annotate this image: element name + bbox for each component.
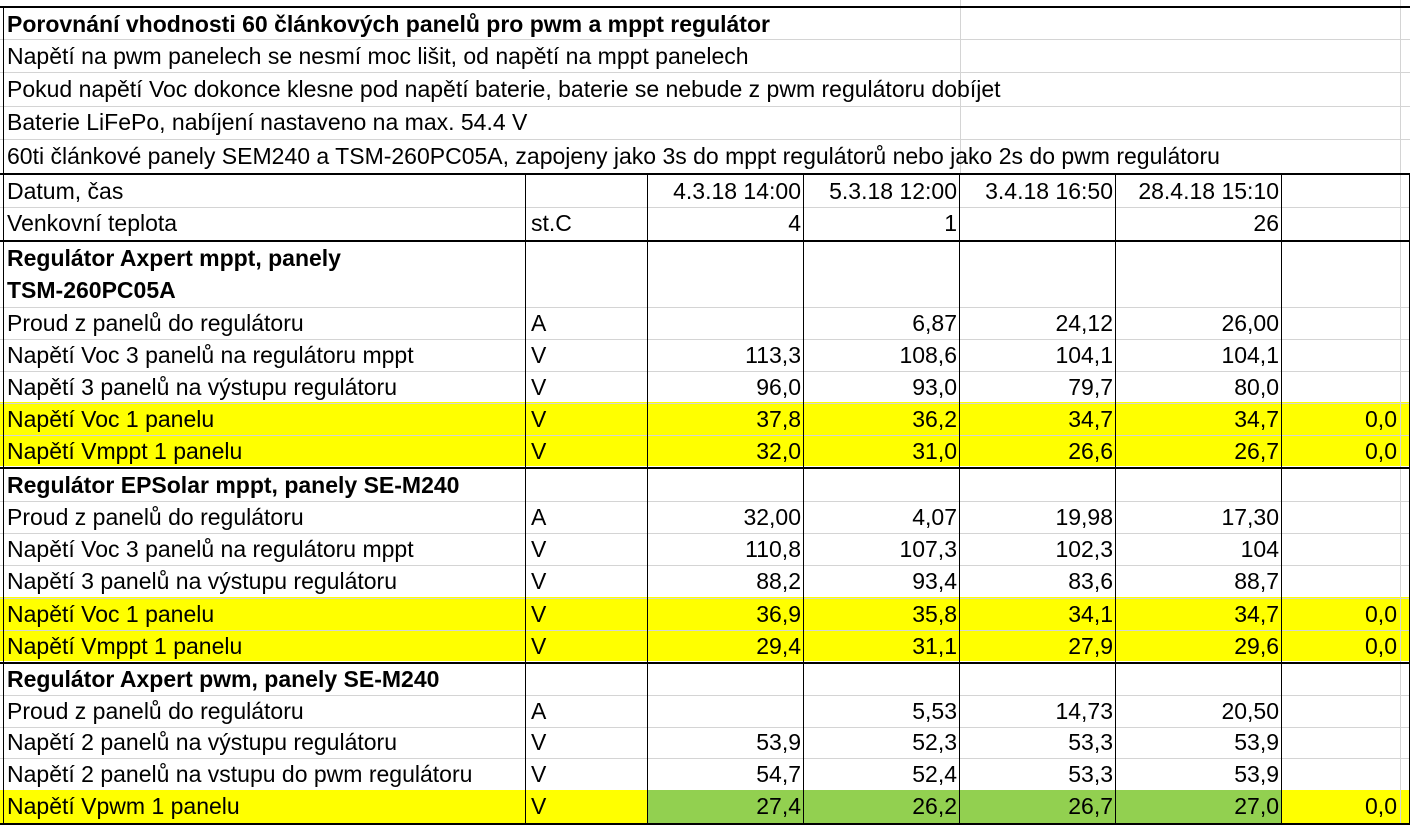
table-row	[0, 207, 1410, 240]
table-row	[0, 307, 1410, 339]
date-cell[interactable]: 4.3.18 14:00	[673, 177, 801, 204]
row-label[interactable]: Napětí Voc 1 panelu	[7, 600, 215, 627]
value-cell[interactable]: 83,6	[1068, 568, 1113, 594]
table-row	[0, 533, 1410, 565]
value-cell[interactable]: 104	[1240, 535, 1279, 562]
value-cell[interactable]: 93,0	[912, 373, 957, 400]
value-cell[interactable]: 26	[1253, 210, 1279, 236]
value-cell[interactable]: 26,00	[1221, 309, 1279, 336]
value-cell[interactable]: 19,98	[1055, 503, 1113, 530]
value-cell[interactable]: 20,50	[1221, 697, 1279, 724]
table-row-highlighted	[0, 630, 1410, 662]
unit-cell[interactable]: A	[531, 309, 547, 336]
table-row	[0, 727, 1410, 758]
value-cell[interactable]: 32,0	[756, 437, 801, 464]
value-cell[interactable]	[1282, 339, 1400, 371]
unit-cell[interactable]: st.C	[531, 210, 572, 236]
value-cell[interactable]: 26,7	[1234, 437, 1279, 464]
row-label[interactable]: Napětí Vmppt 1 panelu	[7, 632, 243, 659]
row-label[interactable]: Napětí 3 panelů na výstupu regulátoru	[7, 373, 397, 400]
value-cell[interactable]: 29,6	[1234, 632, 1279, 659]
value-cell[interactable]: 104,1	[1221, 341, 1279, 368]
value-cell[interactable]: 52,3	[912, 729, 957, 755]
unit-cell[interactable]: V	[531, 632, 547, 659]
unit-cell[interactable]: V	[531, 373, 547, 400]
row-label[interactable]: Napětí 3 panelů na výstupu regulátoru	[7, 568, 397, 594]
value-cell[interactable]: 54,7	[756, 760, 801, 787]
value-cell[interactable]: 53,3	[1068, 760, 1113, 787]
value-cell[interactable]	[648, 307, 804, 339]
unit-cell[interactable]: V	[531, 600, 547, 627]
unit-cell[interactable]: V	[531, 341, 547, 368]
value-cell[interactable]: 113,3	[745, 341, 801, 368]
value-cell[interactable]: 53,3	[1068, 729, 1113, 755]
note-cell[interactable]: Baterie LiFePo, nabíjení nastaveno na max. 54.4 V	[7, 109, 528, 135]
value-cell[interactable]: 53,9	[1234, 760, 1279, 787]
value-cell[interactable]: 0,0	[1365, 600, 1397, 627]
value-cell[interactable]: 96,0	[756, 373, 801, 400]
value-cell[interactable]	[1282, 695, 1400, 727]
table-row	[0, 758, 1410, 790]
value-cell[interactable]: 4	[788, 210, 801, 236]
value-cell[interactable]: 1	[944, 210, 957, 236]
table-row	[0, 695, 1410, 727]
value-cell[interactable]: 4,07	[912, 503, 957, 530]
note-cell[interactable]: Pokud napětí Voc dokonce klesne pod napětí baterie, baterie se nebude z pwm regulátoru dobíjet	[7, 76, 1001, 102]
value-cell[interactable]: 34,1	[1068, 600, 1113, 627]
table-row-highlighted	[0, 435, 1410, 467]
row-label[interactable]: Napětí Voc 3 panelů na regulátoru mppt	[7, 535, 414, 562]
value-cell[interactable]: 0,0	[1365, 793, 1397, 819]
note-cell[interactable]: Napětí na pwm panelech se nesmí moc lišit, od napětí na mppt panelech	[7, 42, 749, 69]
date-cell[interactable]: 5.3.18 12:00	[829, 177, 957, 204]
value-cell[interactable]: 34,7	[1068, 405, 1113, 432]
value-cell[interactable]	[1282, 565, 1400, 598]
value-cell[interactable]: 93,4	[912, 568, 957, 594]
value-cell[interactable]	[648, 695, 804, 727]
value-cell[interactable]: 37,8	[756, 405, 801, 432]
table-row	[0, 371, 1410, 403]
row-label[interactable]: Proud z panelů do regulátoru	[7, 503, 304, 530]
value-cell[interactable]: 104,1	[1055, 341, 1113, 368]
value-cell[interactable]: 0,0	[1365, 405, 1397, 432]
value-cell[interactable]: 108,6	[899, 341, 957, 368]
table-row-highlighted	[0, 790, 1410, 823]
value-cell[interactable]: 27,0	[1234, 793, 1279, 819]
unit-cell[interactable]: V	[531, 793, 547, 819]
section-title-line[interactable]: Regulátor EPSolar mppt, panely SE-M240	[7, 471, 460, 498]
date-cell[interactable]: 28.4.18 15:10	[1138, 177, 1279, 204]
value-cell[interactable]: 53,9	[1234, 729, 1279, 755]
unit-cell[interactable]: V	[531, 729, 547, 755]
section-title	[0, 664, 1410, 695]
value-cell[interactable]: 110,8	[745, 535, 801, 562]
row-label[interactable]: Napětí Vmppt 1 panelu	[7, 437, 243, 464]
row-label[interactable]: Napětí Voc 1 panelu	[7, 405, 215, 432]
row-label[interactable]: Napětí Vpwm 1 panelu	[7, 793, 240, 819]
row-label[interactable]: Napětí Voc 3 panelů na regulátoru mppt	[7, 341, 414, 368]
value-cell[interactable]: 26,2	[912, 793, 957, 819]
date-cell[interactable]: 3.4.18 16:50	[985, 177, 1113, 204]
row-label[interactable]: Napětí 2 panelů na vstupu do pwm regulátoru	[7, 760, 473, 787]
row-label[interactable]: Venkovní teplota	[7, 210, 178, 236]
value-cell[interactable]: 53,9	[756, 729, 801, 755]
section-title-line[interactable]: TSM-260PC05A	[7, 277, 176, 303]
value-cell[interactable]: 6,87	[912, 309, 957, 336]
section-title-line[interactable]: Regulátor Axpert mppt, panely	[7, 244, 341, 271]
value-cell[interactable]: 27,4	[756, 793, 801, 819]
value-cell[interactable]: 31,1	[912, 632, 957, 659]
value-cell[interactable]: 79,7	[1068, 373, 1113, 400]
value-cell[interactable]: 26,7	[1068, 793, 1113, 819]
table-row	[0, 501, 1410, 533]
value-cell[interactable]: 5,53	[912, 697, 957, 724]
value-cell[interactable]: 26,6	[1068, 437, 1113, 464]
row-label[interactable]: Proud z panelů do regulátoru	[7, 697, 304, 724]
value-cell[interactable]: 102,3	[1055, 535, 1113, 562]
table-row	[0, 175, 1410, 207]
table-row-highlighted	[0, 598, 1410, 630]
unit-cell[interactable]: V	[531, 405, 547, 432]
row-label[interactable]: Napětí 2 panelů na výstupu regulátoru	[7, 729, 397, 755]
value-cell[interactable]	[1282, 307, 1400, 339]
unit-cell[interactable]: V	[531, 535, 547, 562]
row-label[interactable]: Proud z panelů do regulátoru	[7, 309, 304, 336]
value-cell[interactable]: 34,7	[1234, 600, 1279, 627]
table-row-highlighted	[0, 403, 1410, 435]
table-row	[0, 339, 1410, 371]
value-cell[interactable]: 88,2	[756, 568, 801, 594]
value-cell[interactable]	[960, 207, 1116, 240]
value-cell[interactable]: 31,0	[912, 437, 957, 464]
table-row	[0, 565, 1410, 598]
value-cell[interactable]: 34,7	[1234, 405, 1279, 432]
section-title	[0, 469, 1410, 501]
unit-cell[interactable]: V	[531, 760, 547, 787]
unit-cell[interactable]: V	[531, 568, 547, 594]
value-cell[interactable]: 36,2	[912, 405, 957, 432]
value-cell[interactable]: 0,0	[1365, 437, 1397, 464]
section-title-line[interactable]: Regulátor Axpert pwm, panely SE-M240	[7, 666, 440, 692]
value-cell[interactable]	[1282, 533, 1400, 565]
value-cell[interactable]: 0,0	[1365, 632, 1397, 659]
value-cell[interactable]: 36,9	[756, 600, 801, 627]
value-cell[interactable]: 35,8	[912, 600, 957, 627]
value-cell[interactable]: 88,7	[1234, 568, 1279, 594]
value-cell[interactable]	[1282, 501, 1400, 533]
value-cell[interactable]: 80,0	[1234, 373, 1279, 400]
value-cell[interactable]: 17,30	[1221, 503, 1279, 530]
value-cell[interactable]	[1282, 371, 1400, 403]
sheet-title[interactable]: Porovnání vhodnosti 60 článkových panelů pro pwm a mppt regulátor	[7, 10, 770, 37]
value-cell[interactable]	[1282, 758, 1400, 790]
section-title	[0, 274, 1410, 307]
value-cell[interactable]: 24,12	[1055, 309, 1113, 336]
note-cell[interactable]: 60ti článkové panely SEM240 a TSM-260PC05A, zapojeny jako 3s do mppt regulátorů nebo jako 2s do pwm regulátoru	[7, 142, 1220, 169]
unit-cell[interactable]: V	[531, 437, 547, 464]
value-cell[interactable]	[1282, 727, 1400, 758]
unit-cell[interactable]: A	[531, 697, 547, 724]
value-cell[interactable]: 107,3	[899, 535, 957, 562]
value-cell[interactable]: 52,4	[912, 760, 957, 787]
section-title	[0, 242, 1410, 274]
unit-cell[interactable]: A	[531, 503, 547, 530]
header-label[interactable]: Datum, čas	[7, 177, 124, 204]
value-cell[interactable]: 32,00	[743, 503, 801, 530]
value-cell[interactable]: 27,9	[1068, 632, 1113, 659]
value-cell[interactable]: 14,73	[1055, 697, 1113, 724]
value-cell[interactable]: 29,4	[756, 632, 801, 659]
